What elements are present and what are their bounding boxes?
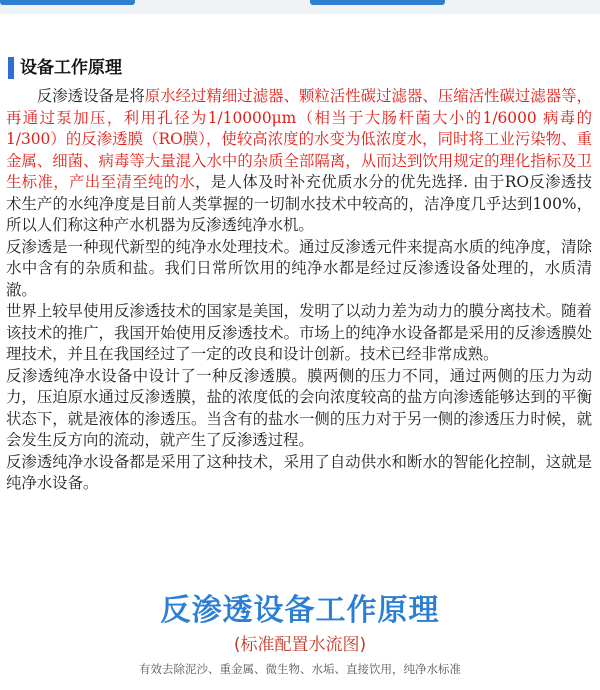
p1-tail: ，是人体及时补充优质水分的优先选择. 由于RO反渗透技术生产的水纯净度是目前人类掌握的一切制水技术中较高的，洁净度几乎达到100%，所以人们称这种产水机器为反渗透纯净水机。 xyxy=(6,173,592,234)
p1-lead: 反渗透设备是将 xyxy=(36,87,145,105)
paragraph-1 xyxy=(6,86,592,237)
banner-title: 反渗透设备工作原理 xyxy=(160,593,440,628)
p1-highlight: 原水经过精细过滤器、颗粒活性碳过滤器、压缩活性碳过滤器等，再通过泵加压，利用孔径为1/10000μm（相当于大肠杆菌大小的1/6000 病毒的1/300）的反渗透膜（RO膜），使较高浓度的水变为低浓度水，同时将工业污染物、重金属、细菌、病毒等大量混入水中的杂质全部隔离，从而达到饮用规定的理化指标及卫生标准，产出至清至纯的水 xyxy=(6,87,592,191)
article-body xyxy=(6,86,592,495)
top-tab-left[interactable] xyxy=(0,0,135,5)
paragraph-3: 世界上较早使用反渗透技术的国家是美国，发明了以动力差为动力的膜分离技术。随着该技术的推广，我国开始使用反渗透技术。市场上的纯净水设备都是采用的反渗透膜处理技术，并且在我国经过了一定的改良和设计创新。技术已经非常成熟。 xyxy=(6,302,592,363)
section-marker xyxy=(8,57,14,79)
top-tab-right[interactable] xyxy=(310,0,445,5)
banner-subtitle: (标准配置水流图) xyxy=(233,635,367,655)
paragraph-2: 反渗透是一种现代新型的纯净水处理技术。通过反渗透元件来提高水质的纯净度，清除水中含有的杂质和盐。我们日常所饮用的纯净水都是经过反渗透设备处理的，水质清澈。 xyxy=(6,237,592,299)
section-title: 设备工作原理 xyxy=(20,58,122,78)
paragraph-5: 反渗透纯净水设备都是采用了这种技术，采用了自动供水和断水的智能化控制，这就是纯净水设备。 xyxy=(6,452,592,492)
paragraph-4: 反渗透纯净水设备中设计了一种反渗透膜。膜两侧的压力不同，通过两侧的压力为动力，压迫原水通过反渗透膜，盐的浓度低的会向浓度较高的盐方向渗透能够达到的平衡状态下，就是液体的渗透压。当含有的盐水一侧的压力对于另一侧的渗透压力时候，就会发生反方向的流动，就产生了反渗透过程。 xyxy=(6,366,592,449)
banner-note: 有效去除泥沙、重金属、微生物、水垢、直接饮用，纯净水标准 xyxy=(139,662,461,676)
